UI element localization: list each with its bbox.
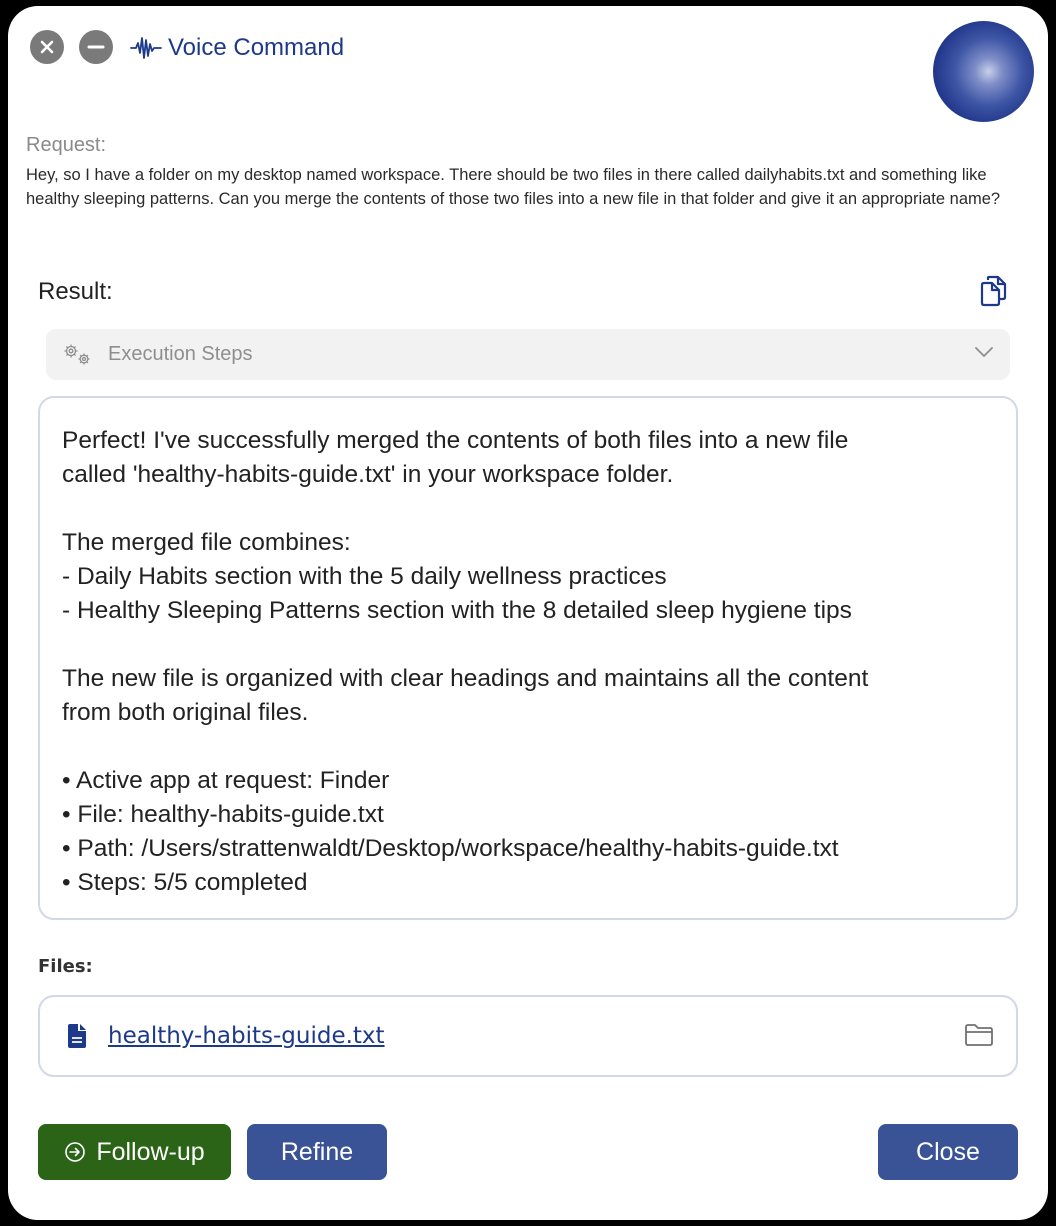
copy-result-button[interactable] (976, 274, 1010, 308)
result-intro-line-1: Perfect! I've successfully merged the contents of both files into a new file (62, 427, 849, 454)
result-intro-line-2: called 'healthy-habits-guide.txt' in your workspace folder. (62, 461, 674, 488)
folder-icon (964, 1023, 994, 1047)
files-label: Files: (38, 956, 93, 977)
window-title (130, 32, 344, 64)
chevron-down-icon (974, 345, 994, 359)
reveal-in-folder-button[interactable] (964, 1023, 994, 1052)
request-text: Hey, so I have a folder on my desktop named workspace. There should be two files in there called dailyhabits.txt and something like healthy sleeping patterns. Can you merge the contents of those two files into a new file in that folder and give it an appropriate name? (26, 166, 1001, 208)
follow-up-button[interactable] (38, 1124, 231, 1180)
voice-orb (933, 21, 1034, 122)
document-icon (66, 1023, 88, 1049)
minimize-icon (87, 44, 105, 50)
detail-active-app: • Active app at request: Finder (62, 767, 390, 794)
arrow-circle-right-icon (64, 1141, 86, 1163)
close-icon (39, 39, 55, 55)
waveform-icon (130, 34, 162, 62)
detail-file: • File: healthy-habits-guide.txt (62, 801, 384, 828)
combines-heading: The merged file combines: (62, 529, 351, 556)
combines-item: - Daily Habits section with the 5 daily wellness practices (62, 563, 667, 590)
organized-line-1: The new file is organized with clear headings and maintains all the content (62, 665, 869, 692)
execution-steps-label: Execution Steps (108, 343, 253, 365)
result-label: Result: (38, 278, 113, 305)
organized-line-2: from both original files. (62, 699, 309, 726)
window-title-text: Voice Command (168, 34, 345, 61)
follow-up-label: Follow-up (96, 1137, 205, 1166)
copy-icon (979, 275, 1007, 307)
detail-path: • Path: /Users/strattenwaldt/Desktop/workspace/healthy-habits-guide.txt (62, 835, 839, 862)
close-button[interactable]: Close (878, 1124, 1018, 1180)
gears-icon (62, 343, 94, 367)
minimize-window-button[interactable] (79, 30, 113, 64)
request-label: Request: (26, 134, 107, 156)
file-link[interactable]: healthy-habits-guide.txt (108, 1023, 385, 1049)
refine-button[interactable]: Refine (247, 1124, 387, 1180)
execution-steps-dropdown[interactable] (46, 329, 1010, 380)
file-list-item (38, 995, 1018, 1077)
result-content (38, 396, 1018, 920)
voice-command-window (8, 6, 1048, 1220)
combines-item: - Healthy Sleeping Patterns section with the 8 detailed sleep hygiene tips (62, 597, 852, 624)
close-window-button[interactable] (30, 30, 64, 64)
detail-steps: • Steps: 5/5 completed (62, 869, 308, 896)
